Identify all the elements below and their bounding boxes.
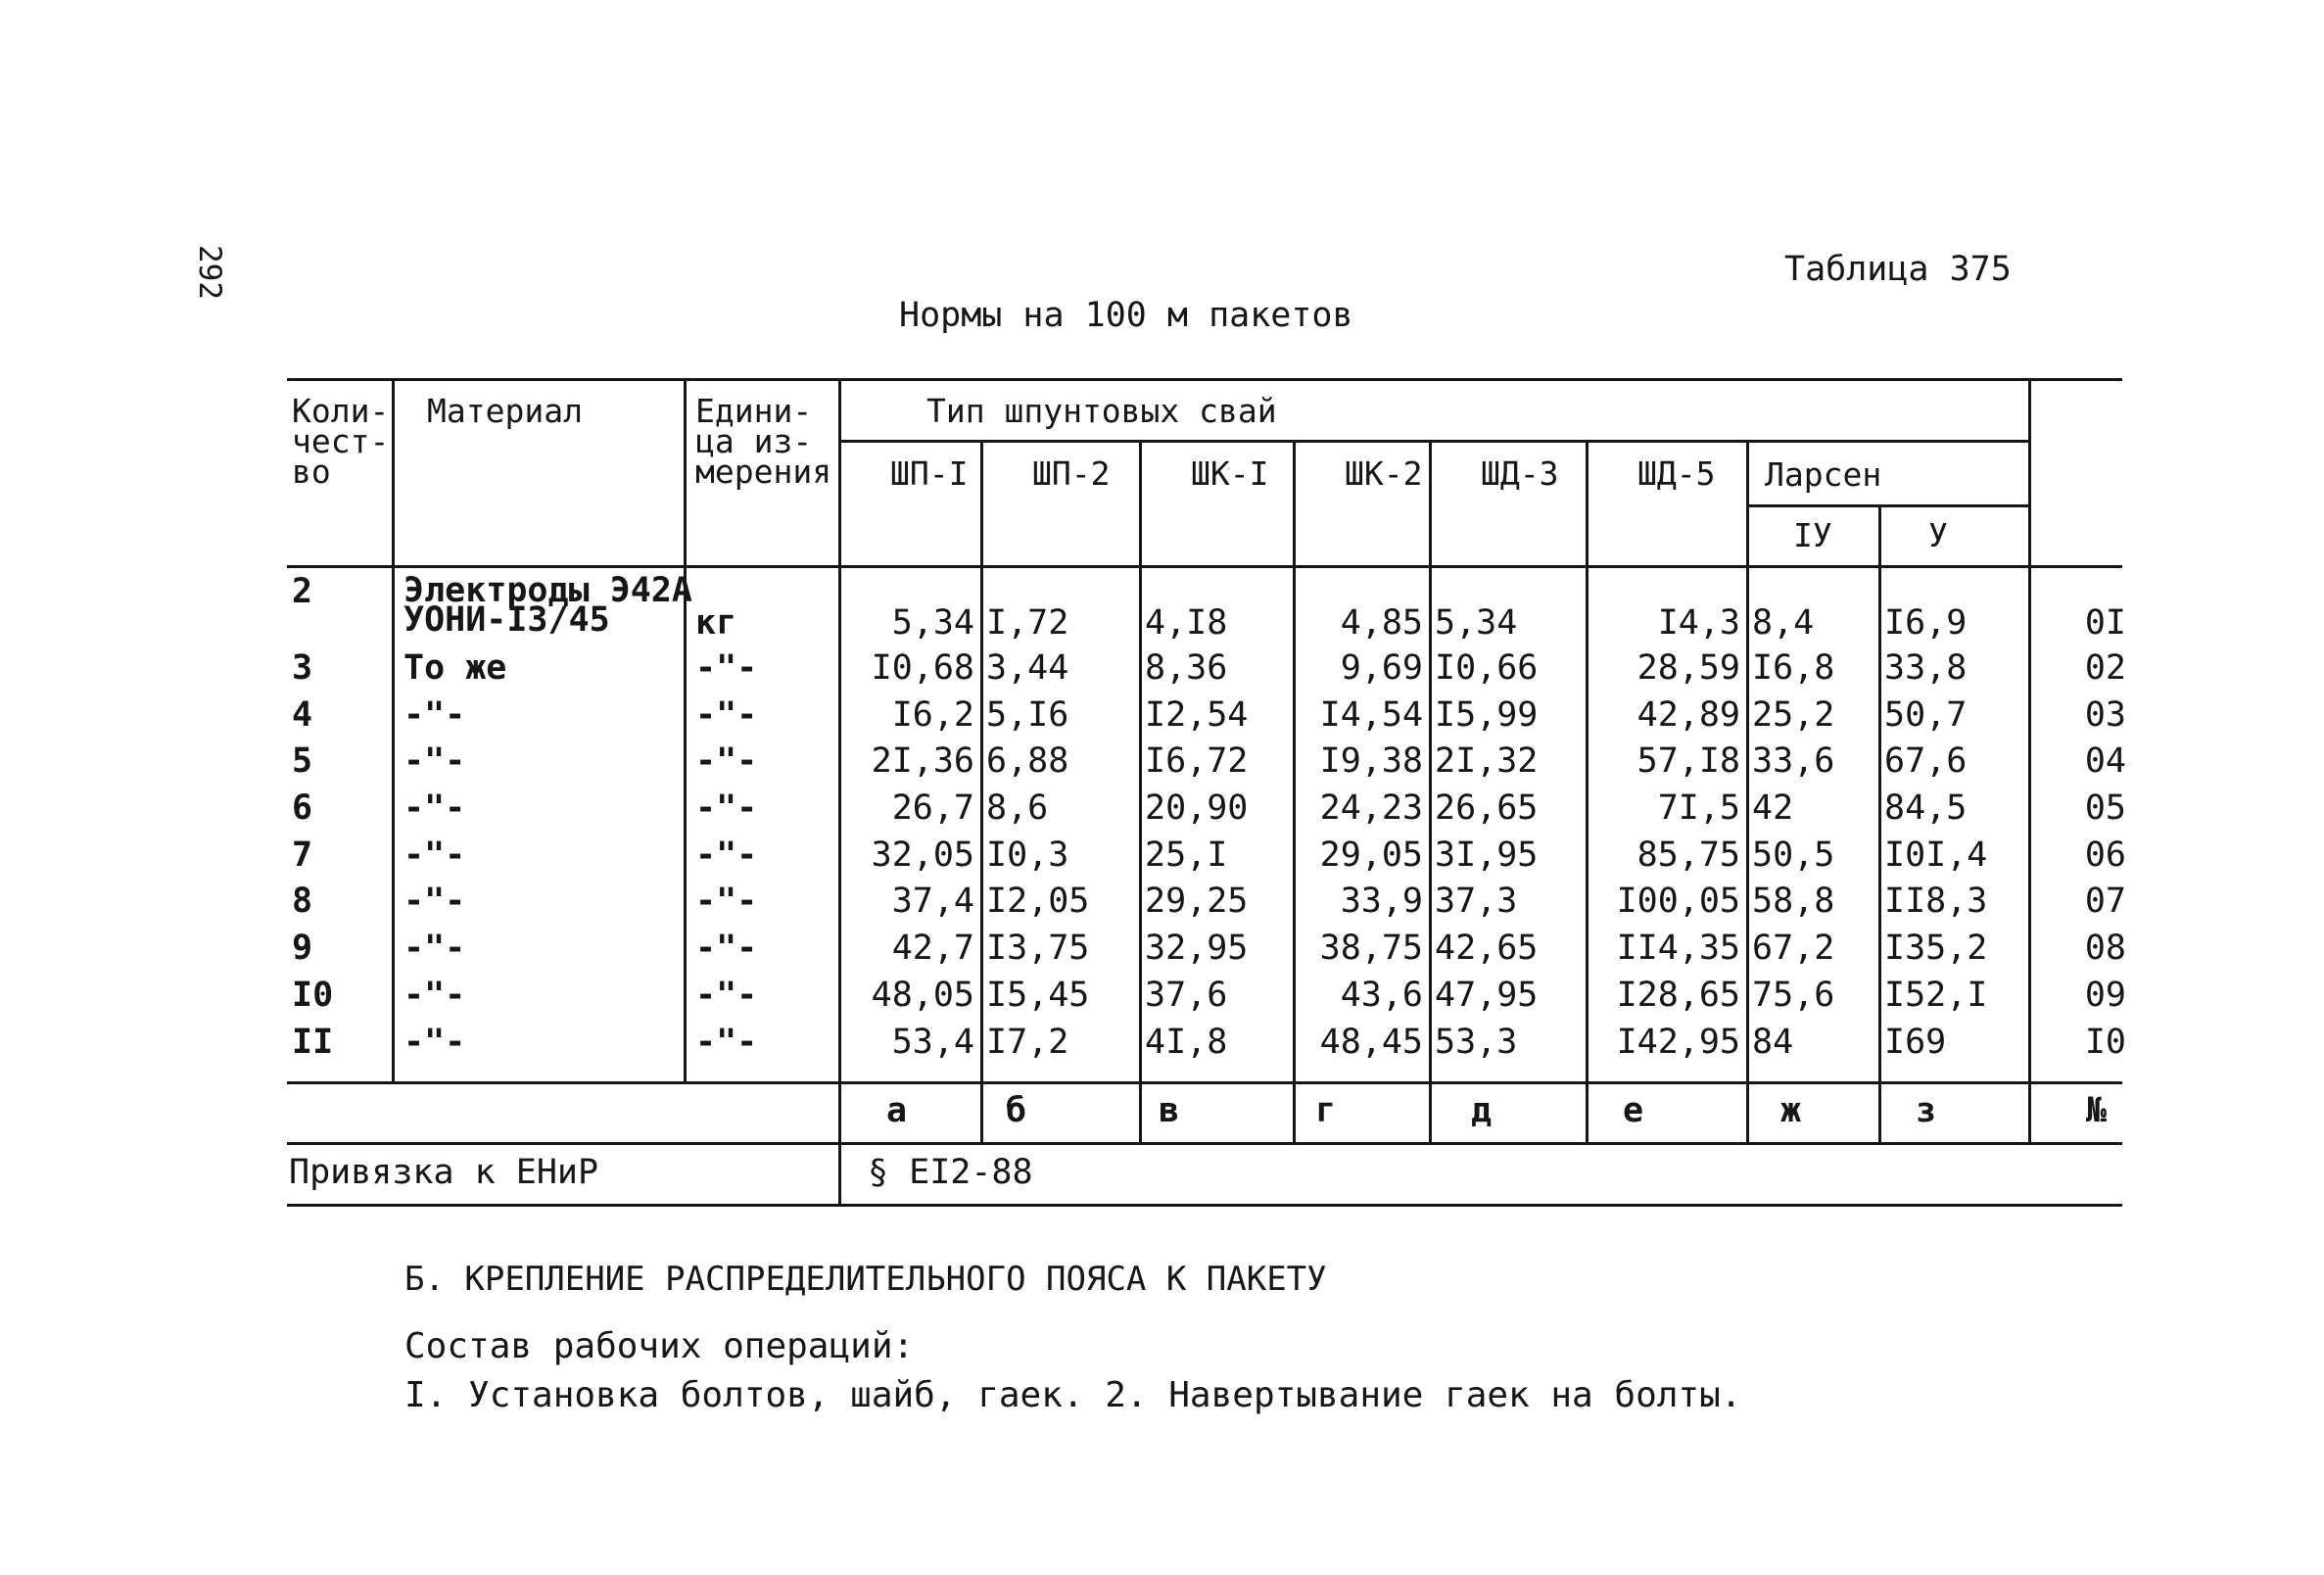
col-rule <box>1429 440 1432 1142</box>
col-rule <box>684 378 687 1081</box>
unit-cell: -"- <box>695 695 758 735</box>
table-label: Таблица 375 <box>1784 250 2012 289</box>
qty-cell: 9 <box>292 929 313 968</box>
material-cell: -"- <box>403 1023 466 1062</box>
code-cell: 09 <box>2084 976 2126 1015</box>
section-heading: Б. КРЕПЛЕНИЕ РАСПРЕДЕЛИТЕЛЬНОГО ПОЯСА К ПАКЕТУ <box>404 1260 1327 1299</box>
material-cell: -"- <box>403 695 466 735</box>
code-cell: 02 <box>2084 648 2126 688</box>
value-cell: 48,45 <box>1319 1023 1423 1062</box>
qty-cell: 6 <box>292 788 313 828</box>
value-cell: 43,6 <box>1340 976 1423 1015</box>
header-column: ШП-2 <box>1032 454 1111 493</box>
qty-cell: 3 <box>292 648 313 688</box>
table-bottom-rule <box>287 1204 2122 1207</box>
col-rule <box>1293 440 1296 1142</box>
code-cell: 04 <box>2084 741 2126 781</box>
value-cell: 33,6 <box>1752 741 1835 781</box>
column-letter: ж <box>1780 1091 1802 1130</box>
value-cell: 4I,8 <box>1145 1023 1228 1062</box>
value-cell: I7,2 <box>986 1023 1069 1062</box>
value-cell: 42,65 <box>1435 929 1539 968</box>
header-column: IУ <box>1793 516 1832 554</box>
value-cell: II4,35 <box>1616 929 1740 968</box>
col-rule <box>392 378 395 1081</box>
value-cell: 37,4 <box>891 882 974 921</box>
value-cell: I69 <box>1884 1023 1947 1062</box>
col-rule <box>1878 504 1881 1142</box>
qty-cell: 8 <box>292 882 313 921</box>
material-cell: -"- <box>403 976 466 1015</box>
page-number: 292 <box>192 245 227 300</box>
value-cell: 29,05 <box>1319 835 1423 875</box>
value-cell: 33,8 <box>1884 648 1968 688</box>
value-cell: I42,95 <box>1616 1023 1740 1062</box>
column-letter: д <box>1471 1091 1493 1130</box>
value-cell: I35,2 <box>1884 929 1988 968</box>
unit-cell: кг <box>695 603 737 643</box>
value-cell: 9,69 <box>1340 648 1423 688</box>
value-cell: 37,6 <box>1145 976 1228 1015</box>
unit-cell: -"- <box>695 648 758 688</box>
material-cell: -"- <box>403 929 466 968</box>
value-cell: I0,68 <box>871 648 974 688</box>
value-cell: 50,7 <box>1884 695 1968 735</box>
operations-title: Состав рабочих операций: <box>404 1326 915 1366</box>
code-cell: 05 <box>2084 788 2126 828</box>
larsen-rule <box>1746 504 2028 507</box>
value-cell: 47,95 <box>1435 976 1539 1015</box>
header-column: ШК-2 <box>1345 454 1423 493</box>
code-cell: 08 <box>2084 929 2126 968</box>
unit-cell: -"- <box>695 741 758 781</box>
header-column: ШД-3 <box>1481 454 1559 493</box>
code-cell: I0 <box>2084 1023 2126 1062</box>
header-column: ШД-5 <box>1637 454 1716 493</box>
value-cell: I5,99 <box>1435 695 1539 735</box>
col-rule <box>1586 440 1589 1142</box>
header-column: ШК-I <box>1191 454 1269 493</box>
value-cell: 5,34 <box>891 603 974 643</box>
column-letter: г <box>1315 1091 1337 1130</box>
value-cell: 53,4 <box>891 1023 974 1062</box>
unit-cell: -"- <box>695 1023 758 1062</box>
value-cell: 8,4 <box>1752 603 1815 643</box>
value-cell: 6,88 <box>986 741 1069 781</box>
value-cell: I6,2 <box>891 695 974 735</box>
col-rule <box>980 440 983 1142</box>
value-cell: I2,54 <box>1145 695 1249 735</box>
value-cell: 7I,5 <box>1657 788 1740 828</box>
material-cell: -"- <box>403 788 466 828</box>
code-cell: 07 <box>2084 882 2126 921</box>
value-cell: 33,9 <box>1340 882 1423 921</box>
value-cell: 67,2 <box>1752 929 1835 968</box>
value-cell: 25,I <box>1145 835 1228 875</box>
unit-cell: -"- <box>695 788 758 828</box>
value-cell: I9,38 <box>1319 741 1423 781</box>
value-cell: 4,85 <box>1340 603 1423 643</box>
table-top-rule <box>287 378 2122 381</box>
col-rule <box>1139 440 1142 1142</box>
value-cell: 24,23 <box>1319 788 1423 828</box>
value-cell: 32,05 <box>871 835 974 875</box>
code-cell: 03 <box>2084 695 2126 735</box>
value-cell: 75,6 <box>1752 976 1835 1015</box>
value-cell: 3I,95 <box>1435 835 1539 875</box>
value-cell: 5,I6 <box>986 695 1069 735</box>
value-cell: 8,36 <box>1145 648 1228 688</box>
header-qty: Коли- чест- во <box>292 392 390 491</box>
unit-cell: -"- <box>695 929 758 968</box>
value-cell: 29,25 <box>1145 882 1249 921</box>
header-larsen: Ларсен <box>1765 455 1882 494</box>
value-cell: 42,89 <box>1636 695 1740 735</box>
qty-cell: 7 <box>292 835 313 875</box>
operations-text: I. Установка болтов, шайб, гаек. 2. Навертывание гаек на болты. <box>404 1375 1742 1415</box>
value-cell: 37,3 <box>1435 882 1518 921</box>
norms-title: Нормы на 100 м пакетов <box>899 296 1353 335</box>
header-column: У <box>1928 516 1948 554</box>
column-letter: з <box>1916 1091 1937 1130</box>
value-cell: 42 <box>1752 788 1794 828</box>
binding-value: § ЕI2-88 <box>868 1153 1033 1192</box>
code-cell: 0I <box>2084 603 2126 643</box>
value-cell: 38,75 <box>1319 929 1423 968</box>
value-cell: I0,66 <box>1435 648 1539 688</box>
code-cell: 06 <box>2084 835 2126 875</box>
value-cell: I00,05 <box>1616 882 1740 921</box>
header-unit: Едини- ца из- мерения <box>695 392 832 491</box>
header-bottom-rule <box>287 565 2122 568</box>
value-cell: I5,45 <box>986 976 1090 1015</box>
value-cell: I6,72 <box>1145 741 1249 781</box>
column-letter: № <box>2086 1091 2108 1130</box>
column-letter: б <box>1006 1091 1027 1130</box>
value-cell: 26,65 <box>1435 788 1539 828</box>
value-cell: I2,05 <box>986 882 1090 921</box>
column-letter: е <box>1623 1091 1644 1130</box>
qty-cell: 4 <box>292 695 313 735</box>
value-cell: I,72 <box>986 603 1069 643</box>
value-cell: 67,6 <box>1884 741 1968 781</box>
unit-cell: -"- <box>695 976 758 1015</box>
qty-cell: II <box>292 1023 334 1062</box>
value-cell: 58,8 <box>1752 882 1835 921</box>
qty-cell: 5 <box>292 741 313 781</box>
qty-cell: 2 <box>292 572 313 611</box>
value-cell: 42,7 <box>891 929 974 968</box>
value-cell: 85,75 <box>1636 835 1740 875</box>
value-cell: 2I,36 <box>871 741 974 781</box>
value-cell: 53,3 <box>1435 1023 1518 1062</box>
column-letter: а <box>886 1091 908 1130</box>
value-cell: 20,90 <box>1145 788 1249 828</box>
header-pile-type: Тип шпунтовых свай <box>926 392 1277 430</box>
body-bottom-rule <box>287 1081 2122 1084</box>
value-cell: 32,95 <box>1145 929 1249 968</box>
value-cell: I4,3 <box>1657 603 1740 643</box>
col-rule <box>2028 378 2031 1142</box>
value-cell: 2I,32 <box>1435 741 1539 781</box>
value-cell: 84 <box>1752 1023 1794 1062</box>
unit-cell: -"- <box>695 835 758 875</box>
col-rule <box>1746 440 1749 1142</box>
material-cell: -"- <box>403 882 466 921</box>
value-cell: 26,7 <box>891 788 974 828</box>
value-cell: 25,2 <box>1752 695 1835 735</box>
column-letter: в <box>1159 1091 1180 1130</box>
header-column: ШП-I <box>890 454 969 493</box>
value-cell: I3,75 <box>986 929 1090 968</box>
letters-bottom-rule <box>287 1142 2122 1145</box>
material-cell: Электроды Э42А <box>403 571 693 610</box>
material-cell: -"- <box>403 741 466 781</box>
unit-cell: -"- <box>695 882 758 921</box>
value-cell: I4,54 <box>1319 695 1423 735</box>
value-cell: 50,5 <box>1752 835 1835 875</box>
material-cell: УОНИ-I3/45 <box>403 600 610 640</box>
value-cell: 5,34 <box>1435 603 1518 643</box>
material-cell: То же <box>403 648 507 688</box>
value-cell: II8,3 <box>1884 882 1988 921</box>
value-cell: I0,3 <box>986 835 1069 875</box>
material-cell: -"- <box>403 835 466 875</box>
qty-cell: I0 <box>292 976 334 1015</box>
col-rule <box>838 378 841 1204</box>
value-cell: I6,8 <box>1752 648 1835 688</box>
binding-label: Привязка к ЕНиР <box>289 1153 599 1192</box>
value-cell: I28,65 <box>1616 976 1740 1015</box>
value-cell: 28,59 <box>1636 648 1740 688</box>
value-cell: 48,05 <box>871 976 974 1015</box>
header-material: Материал <box>427 392 583 430</box>
value-cell: 4,I8 <box>1145 603 1228 643</box>
value-cell: 3,44 <box>986 648 1069 688</box>
pile-type-rule <box>838 440 2028 443</box>
value-cell: 8,6 <box>986 788 1049 828</box>
value-cell: I0I,4 <box>1884 835 1988 875</box>
value-cell: I6,9 <box>1884 603 1968 643</box>
value-cell: I52,I <box>1884 976 1988 1015</box>
value-cell: 84,5 <box>1884 788 1968 828</box>
value-cell: 57,I8 <box>1636 741 1740 781</box>
